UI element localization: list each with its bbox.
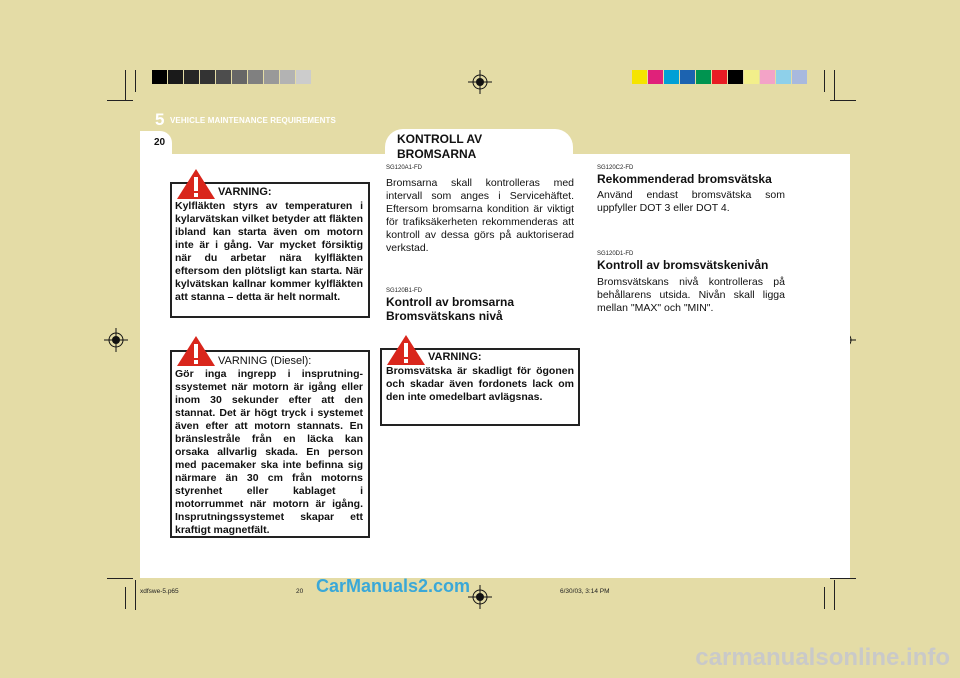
- section-code: SG120D1-FD: [597, 251, 634, 257]
- section-heading: Rekommenderad bromsvätska: [597, 172, 772, 186]
- color-swatch: [760, 70, 776, 84]
- section-code: SG120B1-FD: [386, 288, 423, 294]
- color-calibration-bar: [632, 70, 808, 84]
- gray-calibration-bar: [152, 70, 312, 84]
- registration-mark-icon: [104, 328, 128, 352]
- crop-mark: [830, 100, 856, 101]
- color-swatch: [152, 70, 168, 84]
- crop-mark: [135, 580, 136, 610]
- crop-mark: [125, 587, 126, 609]
- section-body: Använd endast bromsvätska som uppfyller DOT 3 eller DOT 4.: [597, 189, 785, 214]
- footer-date: 6/30/03, 3:14 PM: [560, 588, 610, 595]
- chapter-number: 5: [155, 110, 165, 129]
- crop-mark: [107, 100, 133, 101]
- color-swatch: [248, 70, 264, 84]
- color-swatch: [696, 70, 712, 84]
- color-swatch: [280, 70, 296, 84]
- chapter-title: VEHICLE MAINTENANCE REQUIREMENTS: [170, 116, 336, 125]
- crop-mark: [125, 70, 126, 100]
- section-code: SG120C2-FD: [597, 165, 634, 171]
- crop-mark: [834, 70, 835, 100]
- warning-text: Kylfläkten styrs av temperaturen i kylarvätskan vilket betyder att fläkten ibland kan starta även om motorn inte är i gång. Var mycket försiktig när du arbetar nära kylfläkten eftersom den plötsligt kan starta. När kylvätskan kallnar kommer kylfläkten att stanna – detta är helt normalt.: [175, 200, 363, 303]
- section-body: Bromsarna skall kontrolleras med intervall som anges i Servicehäftet. Eftersom bromsarna kondition är viktigt för trafiksäkerheten rekommenderas att kontroll av dessa görs på auktoriserad verkstad.: [386, 177, 574, 254]
- crop-mark: [107, 578, 133, 579]
- color-swatch: [632, 70, 648, 84]
- warning-triangle-icon: [176, 168, 216, 200]
- warning-title: VARNING:: [428, 351, 482, 363]
- color-swatch: [792, 70, 808, 84]
- color-swatch: [728, 70, 744, 84]
- registration-mark-icon: [468, 70, 492, 94]
- footer-page: 20: [296, 588, 304, 595]
- section-code: SG120A1-FD: [386, 165, 423, 171]
- color-swatch: [296, 70, 312, 84]
- warning-title: VARNING (Diesel):: [218, 355, 312, 367]
- crop-mark: [834, 580, 835, 610]
- warning-text: Gör inga ingrepp i insprutning-ssystemet när motorn är igång eller inom 30 sekunder efter att den stannat. Det är högt tryck i systemet även efter att motorn stannats. En bränslestråle från en läcka kan orsaka allvarlig skada. En person med pacemaker ska inte befinna sig närmare än 30 cm från motorns styrenhet eller kablaget i motorrummet när motorn är igång. Insprutningssystemet skapar ett kraftigt magnetfält.: [175, 368, 363, 536]
- color-swatch: [232, 70, 248, 84]
- warning-text: Bromsvätska är skadligt för ögonen och skadar även fordonets lack om den inte omedelbart avlägsnas.: [386, 365, 574, 403]
- color-swatch: [776, 70, 792, 84]
- color-swatch: [680, 70, 696, 84]
- watermark: CarManuals2.com: [316, 576, 471, 596]
- color-swatch: [184, 70, 200, 84]
- warning-title: VARNING:: [218, 186, 272, 198]
- color-swatch: [664, 70, 680, 84]
- color-swatch: [216, 70, 232, 84]
- section-heading: Kontroll av bromsvätskenivån: [597, 258, 769, 272]
- crop-mark: [824, 70, 825, 92]
- color-swatch: [712, 70, 728, 84]
- section-body: Bromsvätskans nivå kontrolleras på behållarens utsida. Nivån skall ligga mellan "MAX" och "MIN".: [597, 276, 785, 314]
- section-tab-label: KONTROLL AV BROMSARNA: [397, 132, 483, 161]
- color-swatch: [648, 70, 664, 84]
- crop-mark: [824, 587, 825, 609]
- crop-mark: [135, 70, 136, 92]
- warning-triangle-icon: [176, 335, 216, 367]
- registration-mark-icon: [468, 585, 492, 609]
- color-swatch: [200, 70, 216, 84]
- site-watermark: carmanualsonline.info: [695, 644, 950, 671]
- color-swatch: [264, 70, 280, 84]
- footer-file: xdfswe-5.p65: [140, 588, 179, 595]
- color-swatch: [168, 70, 184, 84]
- page-number: 20: [140, 131, 172, 155]
- crop-mark: [830, 578, 856, 579]
- warning-triangle-icon: [386, 334, 426, 366]
- color-swatch: [744, 70, 760, 84]
- section-heading: Kontroll av bromsarna Bromsvätskans nivå: [386, 295, 515, 323]
